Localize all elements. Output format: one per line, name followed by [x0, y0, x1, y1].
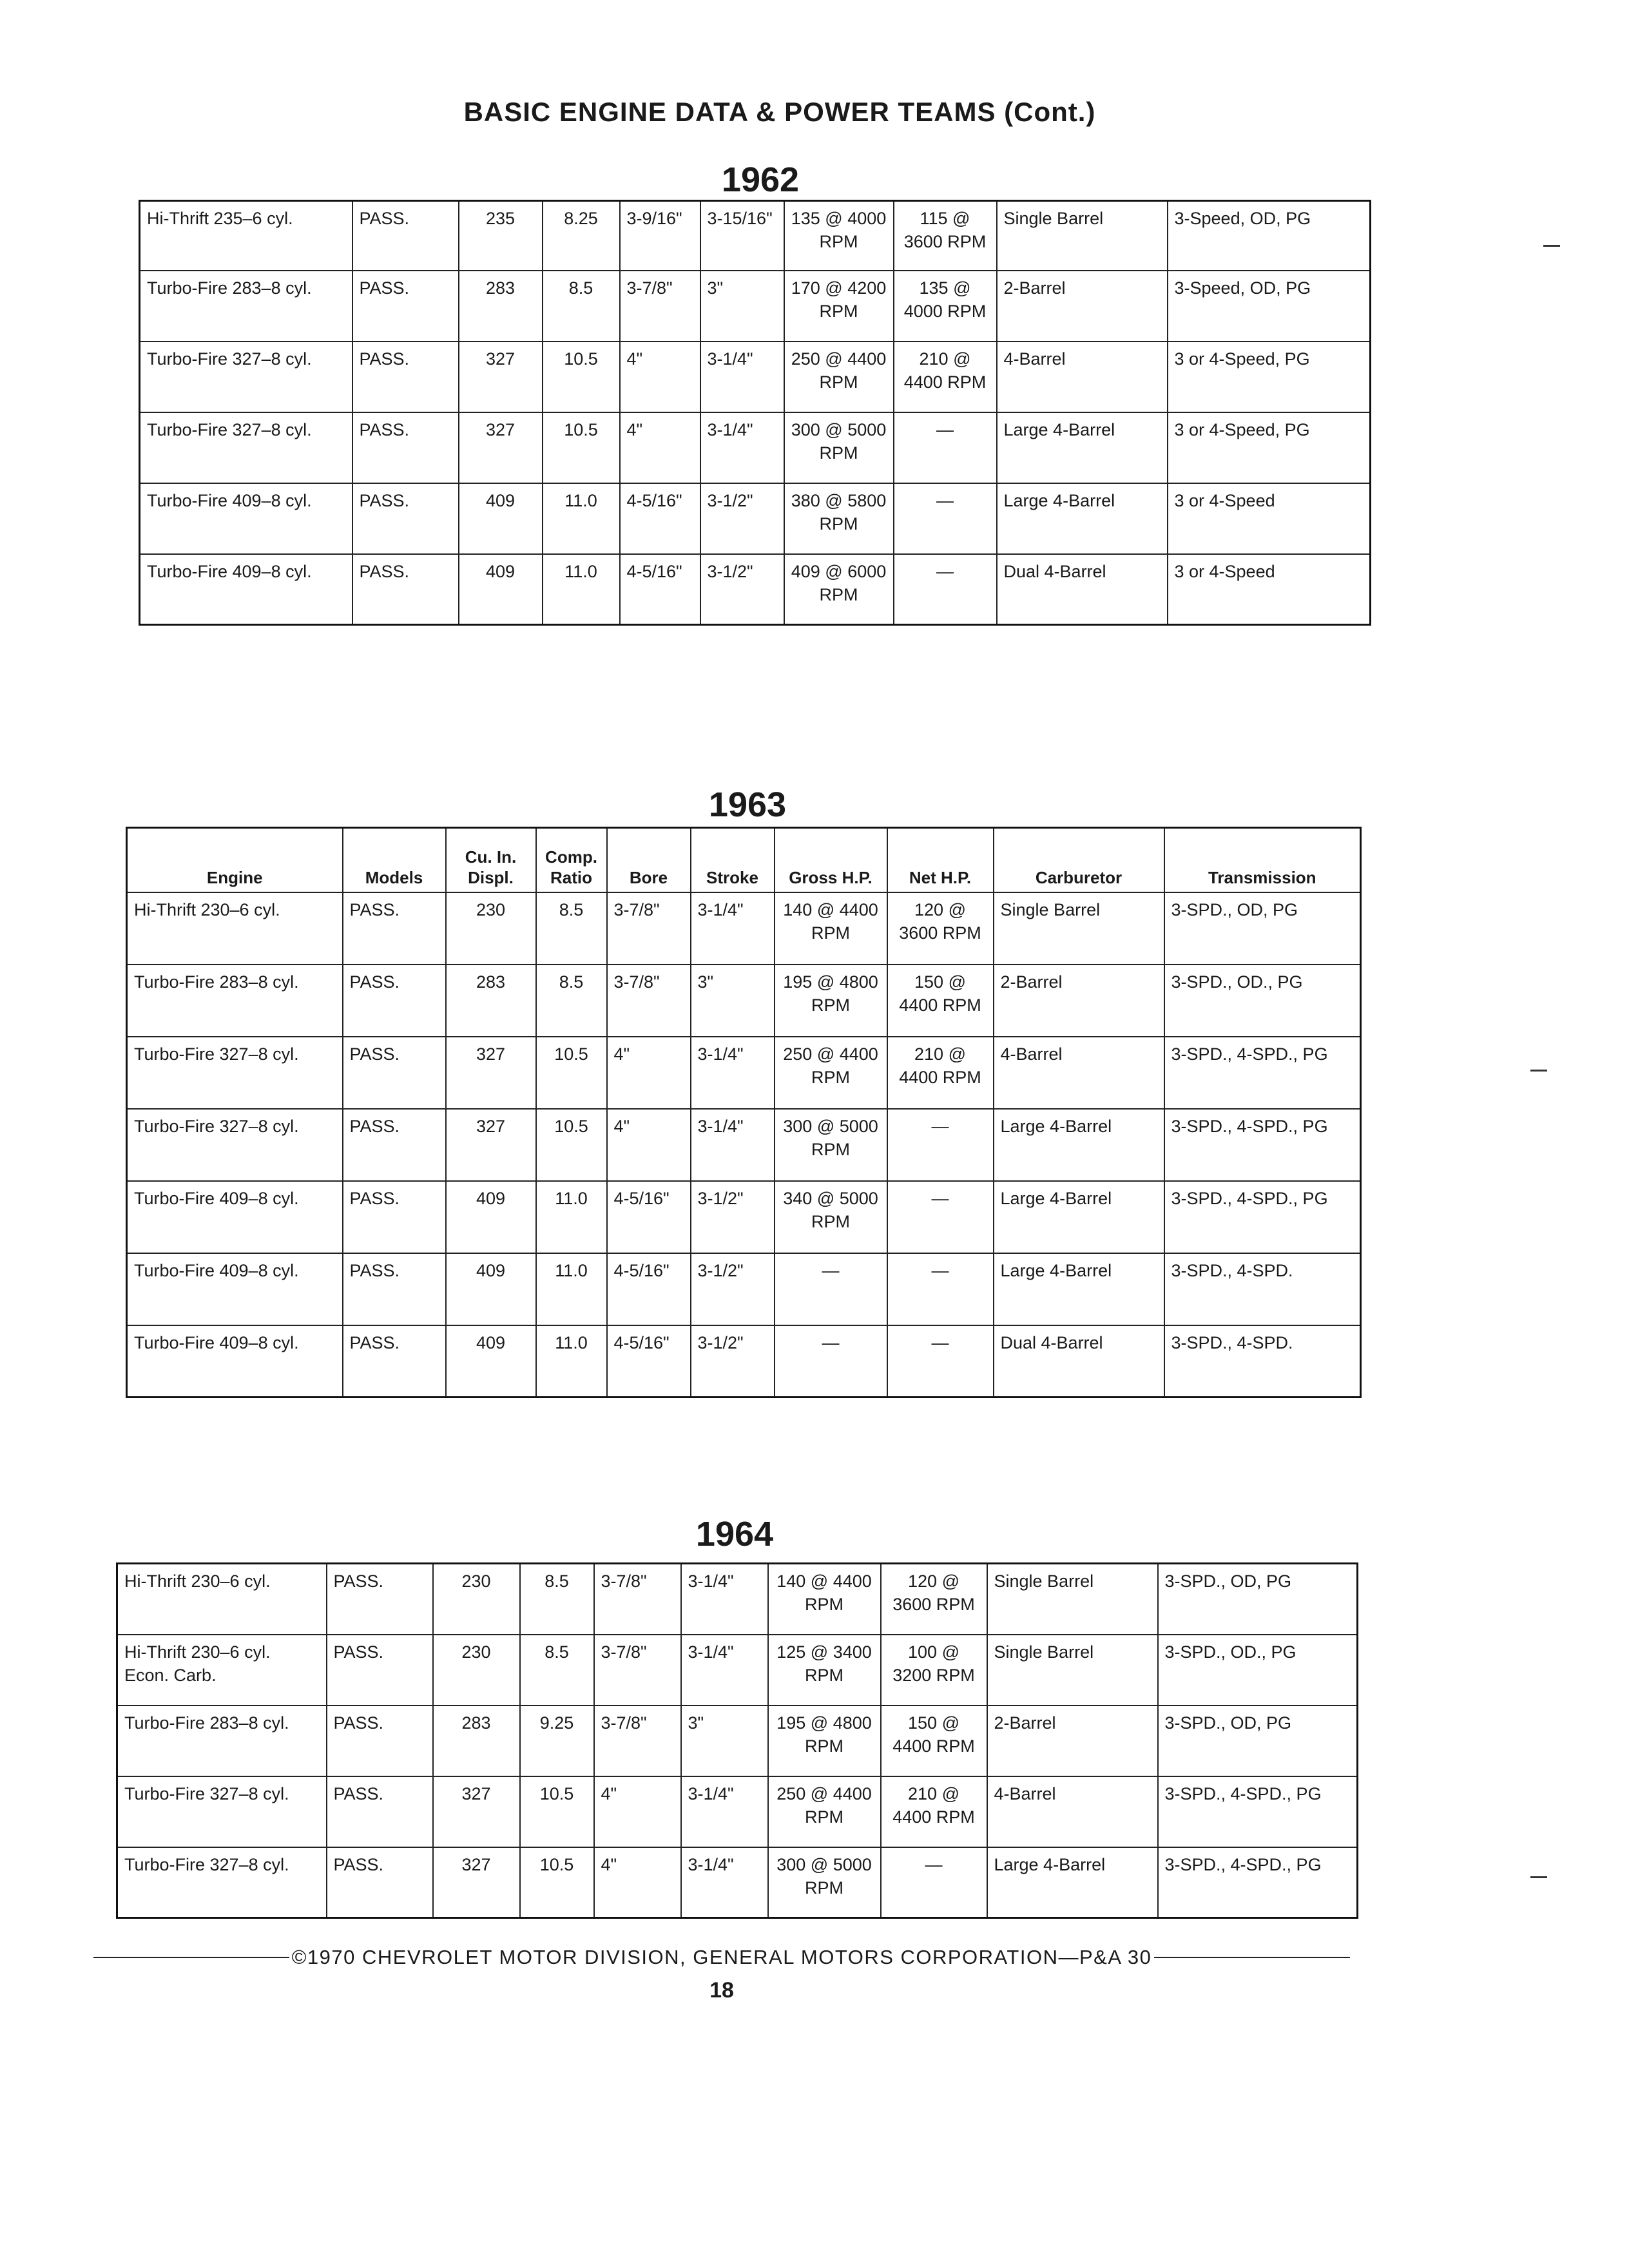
- cell-carburetor: Single Barrel: [994, 892, 1164, 965]
- table-row: [140, 341, 1371, 412]
- table-body: [140, 201, 1371, 625]
- cell-bore: 4": [607, 1109, 691, 1181]
- cell-comp-ratio: 8.5: [520, 1564, 594, 1635]
- cell-bore: 4": [594, 1776, 681, 1847]
- column-header-comp-ratio: Comp. Ratio: [536, 828, 607, 892]
- cell-engine: Turbo-Fire 283–8 cyl.: [117, 1706, 327, 1776]
- cell-net-hp: 115 @ 3600 RPM: [894, 201, 997, 271]
- cell-bore: 4-5/16": [607, 1325, 691, 1398]
- cell-stroke: 3-1/2": [700, 554, 784, 625]
- cell-models: PASS.: [343, 1181, 446, 1253]
- cell-transmission: 3-SPD., OD, PG: [1158, 1706, 1358, 1776]
- cell-carburetor: Large 4-Barrel: [994, 1253, 1164, 1325]
- cell-bore: 3-7/8": [620, 271, 700, 341]
- cell-carburetor: 2-Barrel: [987, 1706, 1158, 1776]
- cell-transmission: 3 or 4-Speed, PG: [1168, 341, 1371, 412]
- cell-bore: 4": [607, 1037, 691, 1109]
- cell-displacement: 283: [459, 271, 543, 341]
- cell-carburetor: 4-Barrel: [997, 341, 1168, 412]
- cell-comp-ratio: 11.0: [536, 1325, 607, 1398]
- table-row: [117, 1776, 1358, 1847]
- cell-displacement: 283: [446, 965, 536, 1037]
- cell-models: PASS.: [352, 271, 459, 341]
- table-row: [117, 1706, 1358, 1776]
- cell-net-hp: 120 @ 3600 RPM: [881, 1564, 987, 1635]
- cell-displacement: 327: [459, 412, 543, 483]
- header-row: [127, 828, 1361, 892]
- cell-displacement: 409: [459, 554, 543, 625]
- cell-engine: Hi-Thrift 230–6 cyl. Econ. Carb.: [117, 1635, 327, 1706]
- cell-engine: Turbo-Fire 283–8 cyl.: [127, 965, 343, 1037]
- cell-net-hp: —: [894, 412, 997, 483]
- cell-displacement: 327: [446, 1037, 536, 1109]
- cell-transmission: 3-SPD., OD., PG: [1158, 1635, 1358, 1706]
- cell-bore: 4": [594, 1847, 681, 1918]
- cell-carburetor: 2-Barrel: [994, 965, 1164, 1037]
- cell-gross-hp: 250 @ 4400 RPM: [775, 1037, 887, 1109]
- cell-displacement: 327: [459, 341, 543, 412]
- margin-mark: [1530, 1876, 1547, 1878]
- column-header-gross-hp: Gross H.P.: [775, 828, 887, 892]
- cell-bore: 3-7/8": [607, 965, 691, 1037]
- cell-models: PASS.: [327, 1847, 433, 1918]
- cell-net-hp: 150 @ 4400 RPM: [887, 965, 994, 1037]
- cell-bore: 4-5/16": [607, 1181, 691, 1253]
- cell-comp-ratio: 10.5: [520, 1847, 594, 1918]
- cell-models: PASS.: [327, 1564, 433, 1635]
- cell-gross-hp: 125 @ 3400 RPM: [768, 1635, 881, 1706]
- cell-engine: Turbo-Fire 409–8 cyl.: [127, 1325, 343, 1398]
- cell-bore: 4": [620, 412, 700, 483]
- cell-comp-ratio: 8.5: [536, 892, 607, 965]
- footer: [93, 1946, 1350, 1969]
- cell-transmission: 3-SPD., 4-SPD., PG: [1164, 1109, 1361, 1181]
- table-row: [140, 554, 1371, 625]
- cell-carburetor: 4-Barrel: [987, 1776, 1158, 1847]
- page-title: BASIC ENGINE DATA & POWER TEAMS (Cont.): [463, 97, 1096, 127]
- cell-carburetor: Single Barrel: [987, 1635, 1158, 1706]
- cell-carburetor: 4-Barrel: [994, 1037, 1164, 1109]
- cell-bore: 4-5/16": [620, 554, 700, 625]
- cell-transmission: 3-SPD., 4-SPD.: [1164, 1253, 1361, 1325]
- cell-gross-hp: —: [775, 1325, 887, 1398]
- cell-models: PASS.: [343, 892, 446, 965]
- cell-transmission: 3-SPD., 4-SPD.: [1164, 1325, 1361, 1398]
- cell-models: PASS.: [327, 1776, 433, 1847]
- cell-net-hp: —: [887, 1325, 994, 1398]
- cell-bore: 4-5/16": [607, 1253, 691, 1325]
- cell-gross-hp: 170 @ 4200 RPM: [784, 271, 894, 341]
- cell-stroke: 3-1/4": [691, 892, 775, 965]
- table-row: [140, 412, 1371, 483]
- cell-comp-ratio: 11.0: [536, 1181, 607, 1253]
- cell-carburetor: Dual 4-Barrel: [997, 554, 1168, 625]
- cell-transmission: 3 or 4-Speed: [1168, 554, 1371, 625]
- cell-models: PASS.: [352, 201, 459, 271]
- footer-rule-right: [1154, 1957, 1350, 1958]
- cell-displacement: 283: [433, 1706, 520, 1776]
- column-header-engine: Engine: [127, 828, 343, 892]
- cell-stroke: 3-1/2": [691, 1181, 775, 1253]
- cell-engine: Turbo-Fire 327–8 cyl.: [117, 1847, 327, 1918]
- table-row: [140, 201, 1371, 271]
- cell-stroke: 3": [691, 965, 775, 1037]
- cell-stroke: 3-1/4": [681, 1564, 768, 1635]
- cell-stroke: 3-1/4": [681, 1776, 768, 1847]
- cell-engine: Turbo-Fire 327–8 cyl.: [140, 341, 352, 412]
- cell-transmission: 3-Speed, OD, PG: [1168, 201, 1371, 271]
- cell-gross-hp: 300 @ 5000 RPM: [784, 412, 894, 483]
- cell-models: PASS.: [352, 341, 459, 412]
- cell-displacement: 409: [446, 1181, 536, 1253]
- cell-transmission: 3-SPD., 4-SPD., PG: [1164, 1037, 1361, 1109]
- cell-transmission: 3-SPD., OD, PG: [1164, 892, 1361, 965]
- table-row: [127, 1253, 1361, 1325]
- table-row: [117, 1847, 1358, 1918]
- cell-bore: 3-7/8": [607, 892, 691, 965]
- cell-gross-hp: 300 @ 5000 RPM: [775, 1109, 887, 1181]
- cell-bore: 3-7/8": [594, 1564, 681, 1635]
- cell-engine: Turbo-Fire 409–8 cyl.: [127, 1181, 343, 1253]
- table-row: [127, 892, 1361, 965]
- cell-carburetor: Single Barrel: [997, 201, 1168, 271]
- cell-net-hp: —: [887, 1253, 994, 1325]
- table-row: [140, 271, 1371, 341]
- cell-comp-ratio: 8.5: [543, 271, 620, 341]
- cell-bore: 3-9/16": [620, 201, 700, 271]
- cell-stroke: 3-1/4": [700, 412, 784, 483]
- cell-models: PASS.: [343, 1109, 446, 1181]
- table-body: [127, 892, 1361, 1398]
- cell-stroke: 3": [681, 1706, 768, 1776]
- column-header-stroke: Stroke: [691, 828, 775, 892]
- footer-text: ©1970 CHEVROLET MOTOR DIVISION, GENERAL MOTORS CORPORATION—P&A 30: [291, 1946, 1152, 1968]
- cell-net-hp: 100 @ 3200 RPM: [881, 1635, 987, 1706]
- cell-transmission: 3-SPD., 4-SPD., PG: [1164, 1181, 1361, 1253]
- cell-engine: Turbo-Fire 409–8 cyl.: [140, 483, 352, 554]
- margin-mark: [1530, 1070, 1547, 1072]
- footer-rule-left: [93, 1957, 289, 1958]
- year-heading-1963: 1963: [708, 785, 787, 824]
- table-body: [117, 1564, 1358, 1918]
- table-row: [117, 1635, 1358, 1706]
- cell-engine: Turbo-Fire 409–8 cyl.: [140, 554, 352, 625]
- cell-net-hp: 120 @ 3600 RPM: [887, 892, 994, 965]
- cell-gross-hp: 380 @ 5800 RPM: [784, 483, 894, 554]
- cell-gross-hp: 300 @ 5000 RPM: [768, 1847, 881, 1918]
- cell-models: PASS.: [343, 1253, 446, 1325]
- cell-gross-hp: 140 @ 4400 RPM: [775, 892, 887, 965]
- cell-engine: Turbo-Fire 327–8 cyl.: [127, 1037, 343, 1109]
- cell-engine: Turbo-Fire 327–8 cyl.: [127, 1109, 343, 1181]
- cell-gross-hp: 250 @ 4400 RPM: [784, 341, 894, 412]
- cell-transmission: 3-SPD., OD., PG: [1164, 965, 1361, 1037]
- cell-gross-hp: 409 @ 6000 RPM: [784, 554, 894, 625]
- cell-comp-ratio: 10.5: [536, 1037, 607, 1109]
- cell-models: PASS.: [352, 412, 459, 483]
- cell-gross-hp: 340 @ 5000 RPM: [775, 1181, 887, 1253]
- cell-transmission: 3-Speed, OD, PG: [1168, 271, 1371, 341]
- cell-gross-hp: 135 @ 4000 RPM: [784, 201, 894, 271]
- cell-comp-ratio: 10.5: [520, 1776, 594, 1847]
- cell-net-hp: 210 @ 4400 RPM: [894, 341, 997, 412]
- cell-engine: Hi-Thrift 230–6 cyl.: [117, 1564, 327, 1635]
- cell-net-hp: —: [887, 1181, 994, 1253]
- cell-gross-hp: 195 @ 4800 RPM: [775, 965, 887, 1037]
- table-row: [140, 483, 1371, 554]
- cell-models: PASS.: [327, 1706, 433, 1776]
- cell-bore: 4": [620, 341, 700, 412]
- margin-mark: [1543, 245, 1560, 247]
- cell-carburetor: Large 4-Barrel: [994, 1109, 1164, 1181]
- cell-transmission: 3-SPD., 4-SPD., PG: [1158, 1847, 1358, 1918]
- cell-net-hp: —: [887, 1109, 994, 1181]
- cell-engine: Turbo-Fire 283–8 cyl.: [140, 271, 352, 341]
- cell-stroke: 3-1/4": [681, 1635, 768, 1706]
- cell-bore: 4-5/16": [620, 483, 700, 554]
- cell-models: PASS.: [352, 554, 459, 625]
- cell-comp-ratio: 10.5: [543, 341, 620, 412]
- cell-net-hp: 135 @ 4000 RPM: [894, 271, 997, 341]
- table-row: [127, 1037, 1361, 1109]
- table-row: [127, 1181, 1361, 1253]
- cell-models: PASS.: [343, 1325, 446, 1398]
- table-row: [127, 1325, 1361, 1398]
- cell-net-hp: 210 @ 4400 RPM: [881, 1776, 987, 1847]
- cell-carburetor: Large 4-Barrel: [997, 412, 1168, 483]
- cell-engine: Hi-Thrift 235–6 cyl.: [140, 201, 352, 271]
- cell-stroke: 3": [700, 271, 784, 341]
- cell-comp-ratio: 8.5: [536, 965, 607, 1037]
- cell-comp-ratio: 11.0: [536, 1253, 607, 1325]
- column-header-displacement: Cu. In. Displ.: [446, 828, 536, 892]
- cell-displacement: 327: [433, 1776, 520, 1847]
- cell-net-hp: —: [894, 554, 997, 625]
- table-row: [117, 1564, 1358, 1635]
- column-header-transmission: Transmission: [1164, 828, 1361, 892]
- engine-table-1962: [139, 200, 1371, 626]
- cell-bore: 3-7/8": [594, 1635, 681, 1706]
- cell-models: PASS.: [352, 483, 459, 554]
- cell-carburetor: Large 4-Barrel: [987, 1847, 1158, 1918]
- cell-engine: Hi-Thrift 230–6 cyl.: [127, 892, 343, 965]
- table-header: [127, 828, 1361, 892]
- cell-comp-ratio: 8.25: [543, 201, 620, 271]
- cell-carburetor: Dual 4-Barrel: [994, 1325, 1164, 1398]
- column-header-net-hp: Net H.P.: [887, 828, 994, 892]
- cell-displacement: 235: [459, 201, 543, 271]
- cell-displacement: 230: [433, 1564, 520, 1635]
- cell-gross-hp: 250 @ 4400 RPM: [768, 1776, 881, 1847]
- cell-models: PASS.: [343, 965, 446, 1037]
- cell-transmission: 3 or 4-Speed, PG: [1168, 412, 1371, 483]
- cell-transmission: 3-SPD., 4-SPD., PG: [1158, 1776, 1358, 1847]
- engine-table-1964: [116, 1562, 1358, 1919]
- cell-engine: Turbo-Fire 327–8 cyl.: [117, 1776, 327, 1847]
- cell-displacement: 409: [446, 1253, 536, 1325]
- cell-engine: Turbo-Fire 409–8 cyl.: [127, 1253, 343, 1325]
- column-header-bore: Bore: [607, 828, 691, 892]
- cell-comp-ratio: 8.5: [520, 1635, 594, 1706]
- cell-comp-ratio: 11.0: [543, 554, 620, 625]
- page-number: 18: [709, 1978, 734, 2003]
- cell-engine: Turbo-Fire 327–8 cyl.: [140, 412, 352, 483]
- year-heading-1962: 1962: [721, 160, 800, 199]
- cell-displacement: 327: [446, 1109, 536, 1181]
- cell-displacement: 327: [433, 1847, 520, 1918]
- cell-gross-hp: —: [775, 1253, 887, 1325]
- cell-displacement: 409: [446, 1325, 536, 1398]
- cell-transmission: 3 or 4-Speed: [1168, 483, 1371, 554]
- cell-comp-ratio: 9.25: [520, 1706, 594, 1776]
- cell-comp-ratio: 11.0: [543, 483, 620, 554]
- cell-carburetor: 2-Barrel: [997, 271, 1168, 341]
- cell-net-hp: 210 @ 4400 RPM: [887, 1037, 994, 1109]
- cell-comp-ratio: 10.5: [543, 412, 620, 483]
- cell-carburetor: Single Barrel: [987, 1564, 1158, 1635]
- cell-transmission: 3-SPD., OD, PG: [1158, 1564, 1358, 1635]
- cell-models: PASS.: [327, 1635, 433, 1706]
- cell-stroke: 3-1/2": [700, 483, 784, 554]
- cell-displacement: 409: [459, 483, 543, 554]
- cell-stroke: 3-1/2": [691, 1253, 775, 1325]
- cell-stroke: 3-1/4": [691, 1109, 775, 1181]
- cell-models: PASS.: [343, 1037, 446, 1109]
- cell-carburetor: Large 4-Barrel: [994, 1181, 1164, 1253]
- cell-gross-hp: 140 @ 4400 RPM: [768, 1564, 881, 1635]
- cell-stroke: 3-1/4": [700, 341, 784, 412]
- cell-displacement: 230: [433, 1635, 520, 1706]
- cell-displacement: 230: [446, 892, 536, 965]
- cell-gross-hp: 195 @ 4800 RPM: [768, 1706, 881, 1776]
- cell-comp-ratio: 10.5: [536, 1109, 607, 1181]
- cell-bore: 3-7/8": [594, 1706, 681, 1776]
- table-row: [127, 1109, 1361, 1181]
- cell-carburetor: Large 4-Barrel: [997, 483, 1168, 554]
- column-header-carburetor: Carburetor: [994, 828, 1164, 892]
- cell-net-hp: —: [881, 1847, 987, 1918]
- cell-stroke: 3-1/4": [691, 1037, 775, 1109]
- cell-stroke: 3-15/16": [700, 201, 784, 271]
- engine-table-1963: [126, 827, 1362, 1398]
- cell-stroke: 3-1/4": [681, 1847, 768, 1918]
- cell-net-hp: 150 @ 4400 RPM: [881, 1706, 987, 1776]
- column-header-models: Models: [343, 828, 446, 892]
- year-heading-1964: 1964: [695, 1515, 774, 1553]
- cell-stroke: 3-1/2": [691, 1325, 775, 1398]
- table-row: [127, 965, 1361, 1037]
- cell-net-hp: —: [894, 483, 997, 554]
